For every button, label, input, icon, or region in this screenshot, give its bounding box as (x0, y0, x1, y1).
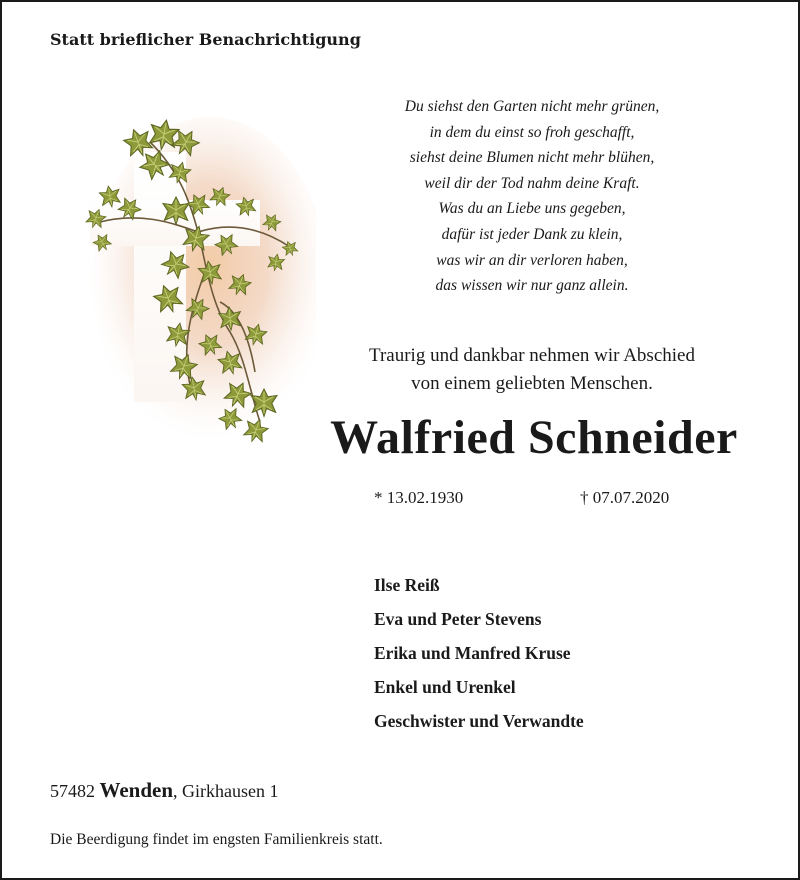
poem-line: Du siehst den Garten nicht mehr grünen, (404, 98, 660, 115)
death-date: † 07.07.2020 (580, 488, 670, 507)
poem-line: siehst deine Blumen nicht mehr blühen, (409, 149, 655, 167)
farewell-intro (302, 342, 762, 398)
birth-date: * 13.02.1930 (374, 488, 464, 507)
mourner-entry: Ilse Reiß (374, 575, 440, 595)
city-name: Wenden (99, 778, 174, 802)
poem-line: in dem du einst so froh geschafft, (429, 123, 635, 141)
poem-line: was wir an dir verloren haben, (436, 251, 628, 269)
mourner-entry: Erika und Manfred Kruse (374, 643, 571, 663)
poem-line: Was du an Liebe uns gegeben, (438, 200, 626, 218)
funeral-note: Die Beerdigung findet im engsten Familienkreis statt. (50, 831, 383, 848)
mourner-entry: Geschwister und Verwandte (374, 711, 584, 731)
mourners-list (374, 568, 584, 738)
memorial-poem (332, 94, 732, 299)
mourner-entry: Eva und Peter Stevens (374, 609, 542, 629)
street-address: , Girkhausen 1 (173, 781, 279, 801)
notice-header: Statt brieflicher Benachrichtigung (50, 30, 361, 49)
mourner-entry: Enkel und Urenkel (374, 677, 516, 697)
postal-code: 57482 (50, 781, 95, 801)
family-address (50, 778, 279, 803)
cross-with-ivy-icon (80, 112, 316, 448)
intro-line: Traurig und dankbar nehmen wir Abschied (369, 345, 695, 366)
poem-line: weil dir der Tod nahm deine Kraft. (424, 174, 640, 192)
intro-line: von einem geliebten Menschen. (411, 373, 653, 394)
deceased-name: Walfried Schneider (330, 411, 738, 464)
poem-line: das wissen wir nur ganz allein. (435, 277, 629, 295)
poem-line: dafür ist jeder Dank zu klein, (441, 225, 623, 243)
